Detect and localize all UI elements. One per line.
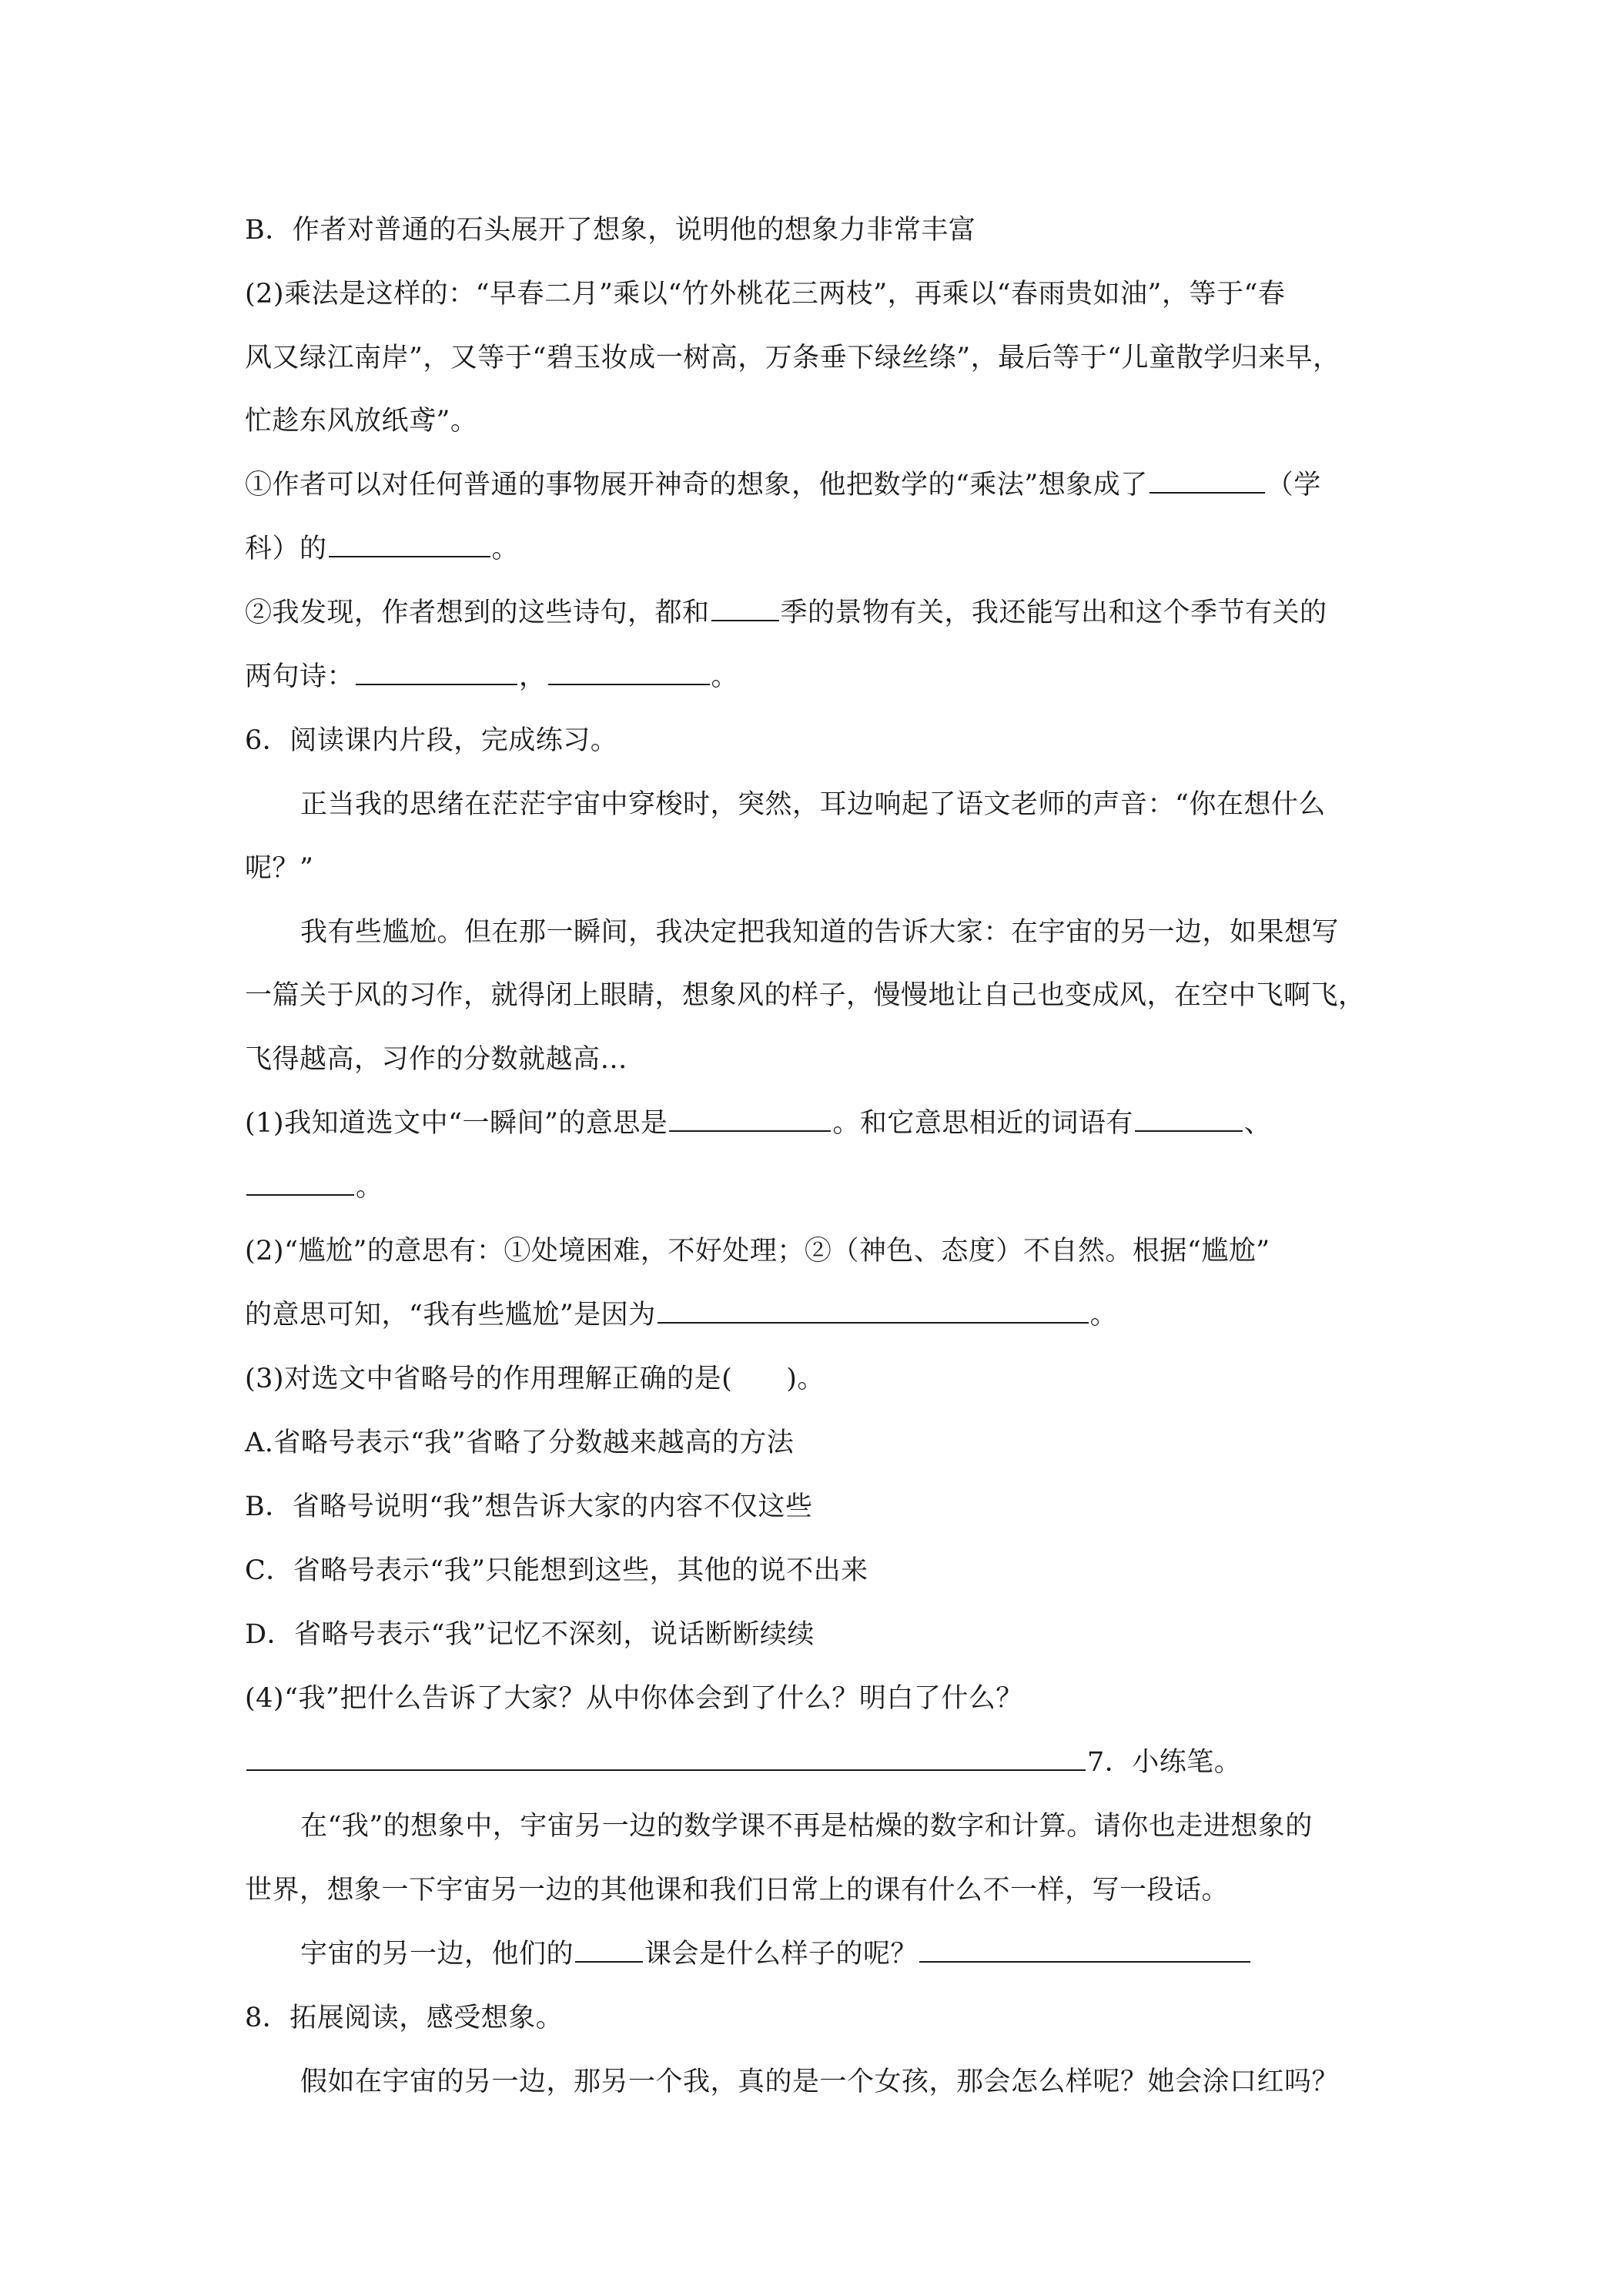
- q2-sub2-line-1: [245, 594, 1384, 632]
- text-segment: ，: [519, 661, 547, 692]
- passage-para-1-line-2: 呢？”: [245, 853, 314, 884]
- q6-2-line-2: [245, 1296, 1384, 1334]
- passage-para-2-line-2: 一篇关于风的习作，就得闭上眼睛，想象风的样子，慢慢地让自己也变成风，在空中飞啊飞，: [245, 980, 1366, 1011]
- text-segment: （学: [1266, 470, 1321, 500]
- q6-2-line-1: (2)“尴尬”的意思有：①处境困难，不好处理；②（神色、态度）不自然。根据“尴尬”: [245, 1236, 1270, 1267]
- q6-1-line-1: [245, 1104, 1384, 1143]
- q6-4-stem: (4)“我”把什么告诉了大家？从中你体会到了什么？明白了什么？: [245, 1683, 1023, 1714]
- q6-1-line-2: [245, 1168, 1384, 1207]
- answer-blank-synonym-2[interactable]: [246, 1171, 354, 1196]
- q7-prompt-line-2: 世界，想象一下宇宙另一边的其他课和我们日常上的课有什么不一样，写一段话。: [245, 1875, 1230, 1906]
- option-b-stone: B．作者对普通的石头展开了想象，说明他的想象力非常丰富: [245, 215, 976, 246]
- answer-blank-writing[interactable]: [919, 1938, 1250, 1963]
- answer-blank-synonym-1[interactable]: [1135, 1107, 1243, 1132]
- q6-3-option-b: B．省略号说明“我”想告诉大家的内容不仅这些: [245, 1491, 813, 1522]
- answer-blank-meaning[interactable]: [669, 1107, 831, 1132]
- text-segment: )。: [786, 1364, 825, 1394]
- passage-para-2-line-3: 飞得越高，习作的分数就越高…: [245, 1044, 628, 1075]
- question-8-heading: 8．拓展阅读，感受想象。: [245, 2003, 564, 2033]
- q2-sub1-line-2: [245, 530, 1384, 568]
- q2-line-2: 风又绿江南岸”，又等于“碧玉妆成一树高，万条垂下绿丝绦”，最后等于“儿童散学归来早，: [245, 343, 1340, 373]
- question-6-heading: 6．阅读课内片段，完成练习。: [245, 725, 618, 756]
- answer-blank-poem-2[interactable]: [548, 661, 710, 685]
- q6-3-stem: [245, 1360, 1384, 1398]
- text-segment: 宇宙的另一边，他们的: [300, 1939, 574, 1970]
- text-segment: 、: [1243, 1108, 1272, 1139]
- text-segment: (3)对选文中省略号的作用理解正确的是(: [245, 1364, 733, 1394]
- text-segment: 。: [356, 1172, 383, 1203]
- text-segment: ①作者可以对任何普通的事物展开神奇的想象，他把数学的“乘法”想象成了: [245, 470, 1148, 500]
- q8-passage-line-1: 假如在宇宙的另一边，那另一个我，真的是一个女孩，那会怎么样呢？她会涂口红吗？: [300, 2067, 1340, 2097]
- text-segment: 。: [711, 661, 739, 692]
- text-segment: 。和它意思相近的词语有: [832, 1108, 1133, 1139]
- q2-line-1: (2)乘法是这样的：“早春二月”乘以“竹外桃花三两枝”，再乘以“春雨贵如油”，等于“春: [245, 279, 1286, 310]
- text-segment: 课会是什么样子的呢？: [644, 1939, 919, 1970]
- passage-para-2-line-1: 我有些尴尬。但在那一瞬间，我决定把我知道的告诉大家：在宇宙的另一边，如果想写: [300, 917, 1340, 948]
- text-segment: 两句诗：: [245, 661, 355, 692]
- q6-3-option-d: D．省略号表示“我”记忆不深刻，说话断断续续: [245, 1619, 815, 1650]
- question-7-heading: 7．小练笔。: [1087, 1747, 1242, 1778]
- passage-para-1-line-1: 正当我的思绪在茫茫宇宙中穿梭时，突然，耳边响起了语文老师的声音：“你在想什么: [300, 789, 1326, 820]
- text-segment: 。: [491, 534, 520, 564]
- q7-starter-line: [300, 1935, 1384, 1973]
- q6-4-answer-line: [245, 1743, 1384, 1782]
- text-segment: (1)我知道选文中“一瞬间”的意思是: [245, 1108, 668, 1139]
- answer-blank-content[interactable]: [329, 533, 490, 557]
- text-segment: 季的景物有关，我还能写出和这个季节有关的: [780, 597, 1327, 628]
- q2-sub2-line-2: [245, 658, 1384, 696]
- text-segment: 。: [1089, 1300, 1118, 1330]
- text-segment: 的意思可知，“我有些尴尬”是因为: [245, 1300, 656, 1330]
- answer-blank-season[interactable]: [711, 597, 779, 621]
- text-segment: ②我发现，作者想到的这些诗句，都和: [245, 597, 710, 628]
- answer-blank-reason[interactable]: [658, 1299, 1089, 1324]
- q2-sub1-line-1: [245, 466, 1384, 504]
- answer-blank-poem-1[interactable]: [356, 661, 517, 685]
- q6-3-option-a: A.省略号表示“我”省略了分数越来越高的方法: [245, 1427, 795, 1458]
- text-segment: 科）的: [245, 534, 327, 564]
- q7-prompt-line-1: 在“我”的想象中，宇宙另一边的数学课不再是枯燥的数字和计算。请你也走进想象的: [300, 1811, 1313, 1842]
- q6-3-option-c: C．省略号表示“我”只能想到这些，其他的说不出来: [245, 1555, 868, 1586]
- q2-line-3: 忙趁东风放纸鸢”。: [245, 406, 478, 437]
- answer-blank-long[interactable]: [246, 1746, 1086, 1771]
- answer-blank-subject-name[interactable]: [575, 1938, 643, 1963]
- answer-blank-subject[interactable]: [1149, 469, 1265, 494]
